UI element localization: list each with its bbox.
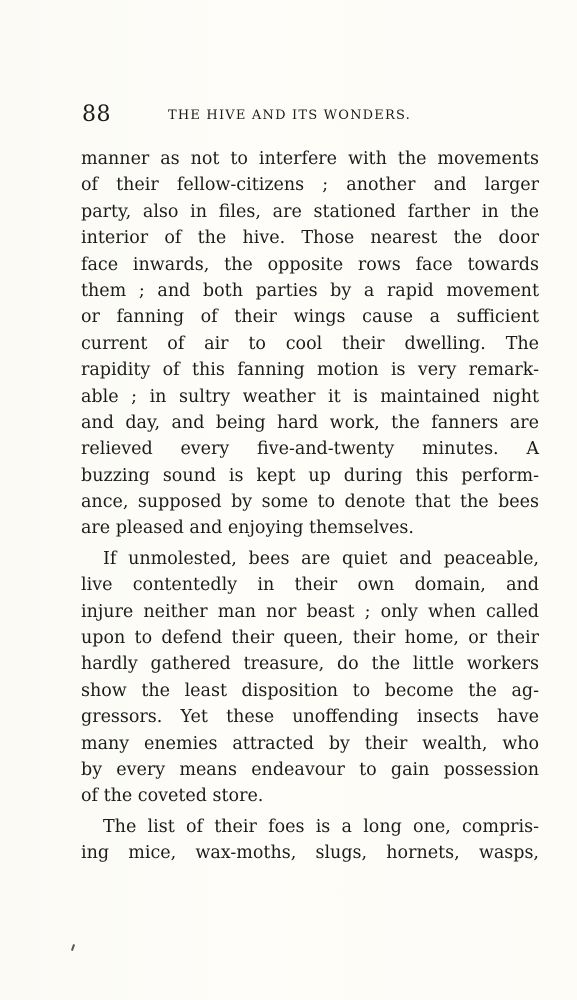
text-line: them ; and both parties by a rapid movement [81,280,539,301]
running-head: THE HIVE AND ITS WONDERS. [168,108,411,123]
text-line: The list of their foes is a long one, compris- [103,816,539,837]
text-line: face inwards, the opposite rows face towards [81,254,539,275]
text-line: injure neither man nor beast ; only when called [81,601,539,622]
print-speck [71,944,75,951]
text-line: and day, and being hard work, the fanners are [81,412,539,433]
page-header [82,100,542,134]
text-line: many enemies attracted by their wealth, who [81,733,539,754]
text-line: If unmolested, bees are quiet and peaceable, [103,548,539,569]
text-line: current of air to cool their dwelling. The [81,333,539,354]
text-line: are pleased and enjoying themselves. [81,518,414,539]
text-line: or fanning of their wings cause a sufficient [81,307,539,328]
page-number: 88 [82,102,111,127]
text-line: of their fellow-citizens ; another and larger [81,175,539,196]
text-line: of the coveted store. [81,786,264,807]
body-text [81,146,539,867]
text-line: ance, supposed by some to denote that the bees [81,492,539,513]
text-line: show the least disposition to become the ag- [81,680,539,701]
text-line: ing mice, wax-moths, slugs, hornets, wasps, [81,843,539,864]
text-line: manner as not to interfere with the movements [81,149,539,169]
text-line: by every means endeavour to gain possession [81,759,539,780]
text-line: relieved every five-and-twenty minutes. A [81,439,539,460]
text-line: able ; in sultry weather it is maintained night [81,386,539,407]
text-line: upon to defend their queen, their home, or their [81,628,539,649]
text-line: interior of the hive. Those nearest the door [81,228,539,249]
text-line: buzzing sound is kept up during this perform- [81,465,539,486]
text-line: live contentedly in their own domain, and [81,575,539,596]
text-line: party, also in files, are stationed farther in the [81,201,539,222]
text-line: gressors. Yet these unoffending insects have [81,707,539,728]
text-line: rapidity of this fanning motion is very remark- [81,360,539,381]
text-line: hardly gathered treasure, do the little workers [81,654,539,675]
